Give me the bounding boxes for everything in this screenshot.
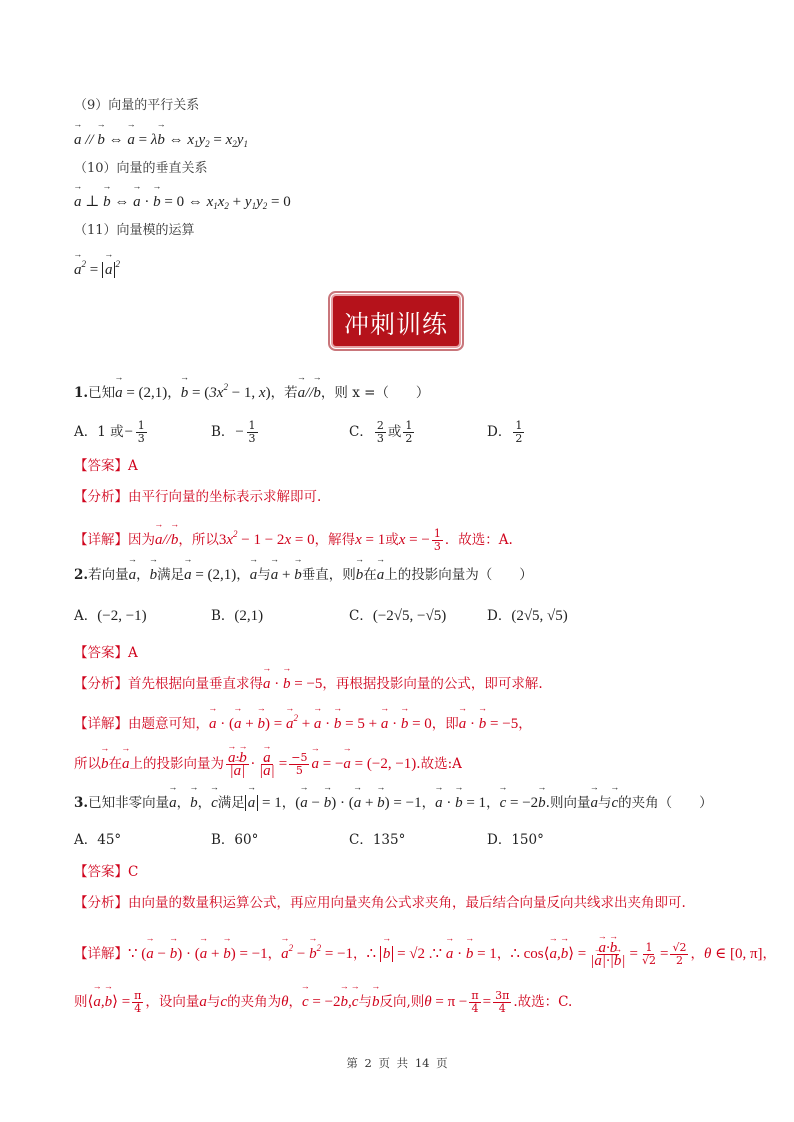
q2-answer: 【答案】A bbox=[74, 645, 138, 661]
q2-stem: 2.若向量→ a，→ b满足→ a = (2,1)，→ a与→ a + → b垂直，则→ b在→ a上的投影向量为（ ） bbox=[74, 565, 533, 585]
q1-detail-prefix: 【详解】因为 bbox=[74, 532, 155, 548]
q2-option-b: B．(2,1) bbox=[211, 608, 264, 624]
section-11-title: （11）向量模的运算 bbox=[74, 223, 195, 238]
q1-option-d-label: D． bbox=[487, 424, 512, 440]
q1-option-a: A．1 或− $\frac{1}{3}$ bbox=[74, 419, 145, 445]
q3-detail2-end: .故选：C. bbox=[513, 994, 573, 1010]
q1-number: 1. bbox=[74, 385, 89, 401]
q3-analysis: 【分析】由向量的数量积运算公式，再应用向量夹角公式求夹角，最后结合向量反向共线求出夹角即可. bbox=[74, 895, 686, 911]
magnitude-formula: → $a^2$ = → a $^2$ bbox=[74, 254, 120, 280]
perpendicular-formula: → a ⊥ → b ⇔ → a · → b = 0 ⇔ $x_1x_2 + y_1y_2 = 0$ bbox=[74, 192, 291, 216]
section-10-title: （10）向量的垂直关系 bbox=[74, 161, 208, 176]
q2-number: 2. bbox=[74, 567, 89, 583]
section-9-title: （9）向量的平行关系 bbox=[74, 98, 200, 113]
q3-number: 3. bbox=[74, 795, 89, 811]
q2-detail2-mid1: 在 bbox=[108, 756, 122, 772]
q3-detail-2: 则⟨→ a,→ b⟩ = $\frac{\pi}{4}$ ，设向量a与c的夹角为θ，→ c = −2→ b,→ c与→ b反向,则θ = π − $\frac{\pi}{4}$ = $\frac{3\pi}{4}$ .故选：C. bbox=[74, 990, 572, 1015]
q2-option-d-label: D． bbox=[487, 608, 512, 624]
q1-option-b-label: B． bbox=[211, 424, 235, 440]
q3-stem-3: 与 bbox=[597, 795, 612, 811]
q2-stem-4: 在 bbox=[363, 567, 377, 583]
q2-analysis: 【分析】首先根据向量垂直求得→ a · → b = −5，再根据投影向量的公式，即可求解. bbox=[74, 674, 543, 694]
q2-detail-mid: ，即 bbox=[431, 716, 459, 732]
q1-detail-mid: ，所以 bbox=[178, 532, 219, 548]
q3-stem: 3.已知非零向量→ a，→ b，→ c满足→ a = 1，(→ a − → b) · (→ a + → b) = −1，→ a · → b = 1，→ c = −2→ b.则向量→ a与→ c的夹角（ ） bbox=[74, 793, 713, 813]
q2-option-d: D．(2√5, √5) bbox=[487, 608, 568, 624]
q2-stem-prefix: 若向量 bbox=[88, 567, 129, 583]
q1-detail-end: ．故选：A. bbox=[444, 532, 513, 548]
q3-stem-1: 满足 bbox=[217, 795, 245, 811]
q3-option-a: A．45° bbox=[74, 832, 122, 848]
q2-detail2-mid2: 上的投影向量为 bbox=[129, 756, 224, 772]
q1-option-c: C． $\frac{2}{3}$ 或 $\frac{1}{2}$ bbox=[349, 419, 413, 445]
q1-option-c-or: 或 bbox=[387, 424, 402, 440]
q2-option-c: C．(−2√5, −√5) bbox=[349, 608, 447, 624]
q1-option-d: D． $\frac{1}{2}$ bbox=[487, 419, 523, 445]
q1-detail-solve: ，解得 bbox=[314, 532, 356, 548]
q2-option-a: A．(−2, −1) bbox=[74, 608, 147, 624]
q2-stem-5: 上的投影向量为（ ） bbox=[384, 567, 533, 583]
q3-option-c: C．135° bbox=[349, 832, 406, 848]
q2-option-b-label: B． bbox=[211, 608, 235, 624]
page-footer: 第 2 页 共 14 页 bbox=[346, 1056, 448, 1070]
q2-detail: 【详解】由题意可知，→ a · (→ a + → b) = → $a^2$ + → a · → b = 5 + → a · → b = 0，即→ a · → b = −5， bbox=[74, 708, 532, 734]
q1-stem-prefix: 已知 bbox=[88, 385, 116, 401]
q3-detail2-mid3: 的夹角为 bbox=[227, 994, 282, 1010]
q3-stem-4: 的夹角（ ） bbox=[618, 795, 713, 811]
q2-detail2-end: .故选:A bbox=[416, 756, 462, 772]
q3-option-b: B．60° bbox=[211, 832, 259, 848]
q2-detail-prefix: 【详解】由题意可知， bbox=[74, 716, 209, 732]
q3-answer: 【答案】C bbox=[74, 864, 139, 880]
q3-detail2-mid4: 反向,则 bbox=[379, 994, 425, 1010]
q2-detail-2: 所以→ b在→ a上的投影向量为 → $\frac{a\cdot\to b}{|\to a|}$ · → $\frac{a}{|\to a|}$ = $\frac{-5}{5}$ → a = −→ a = (−2, −1).故选:A bbox=[74, 752, 462, 777]
q3-stem-prefix: 已知非零向量 bbox=[88, 795, 170, 811]
q2-stem-1: 满足 bbox=[157, 567, 185, 583]
q2-stem-2: 与 bbox=[257, 567, 271, 583]
q1-option-a-label: A．1 或 bbox=[74, 424, 124, 440]
q3-stem-2: .则向量 bbox=[545, 795, 591, 811]
q1-option-b: B．− $\frac{1}{3}$ bbox=[211, 419, 256, 445]
q1-stem-end: ，则 x =（ ） bbox=[320, 385, 430, 401]
q2-analysis-end: ，再根据投影向量的公式，即可求解. bbox=[322, 676, 543, 692]
q3-detail-prefix: 【详解】 bbox=[74, 946, 128, 962]
q2-analysis-prefix: 【分析】首先根据向量垂直求得 bbox=[74, 676, 263, 692]
q2-stem-3: 垂直，则 bbox=[301, 567, 356, 583]
q3-detail2-prefix: 则 bbox=[74, 994, 88, 1010]
q1-detail: 【详解】因为→ a//→ b，所以$3x^2 - 1 - 2x = 0$，解得x = 1或x = − $\frac{1}{3}$ ．故选：A. bbox=[74, 524, 513, 553]
q1-answer: 【答案】A bbox=[74, 458, 138, 474]
q3-detail2-mid2: 与 bbox=[206, 994, 221, 1010]
q1-stem-mid: ，若 bbox=[270, 385, 298, 401]
q1-analysis: 【分析】由平行向量的坐标表示求解即可. bbox=[74, 489, 322, 505]
sprint-training-banner bbox=[333, 296, 459, 346]
q3-detail2-mid1: ，设向量 bbox=[145, 994, 200, 1010]
q1-option-c-label: C． bbox=[349, 424, 373, 440]
banner-text: 冲刺训练 bbox=[343, 310, 448, 339]
q2-option-c-label: C． bbox=[349, 608, 373, 624]
q3-detail: 【详解】∵ (→ a − → b) · (→ a + → b) = −1，→ $a^2$ − → $b^2 = -1$，∴ → b = √2 .∵ → a · → b = 1，∴ cos⟨→ a,→ b⟩ = → $\frac{a\cdot\to b}{|\to a|\cdot|\to b|}$ = $\frac{1}{√2}$ = $\frac{√2}{2}$ ，θ ∈ [0, π]， bbox=[74, 938, 776, 967]
q2-option-a-label: A． bbox=[74, 608, 98, 624]
q3-option-d: D．150° bbox=[487, 832, 544, 848]
q2-detail2-prefix: 所以 bbox=[74, 756, 101, 772]
q1-stem: 1.已知→ a = (2,1)，→ $b = (3x^2 - 1$, x)，若→ a//→ b，则 x =（ ） bbox=[74, 377, 429, 403]
parallel-formula: → a // → b ⇔ → a = λ→ b ⇔ $x_1y_2 = x_2y_1$ bbox=[74, 130, 248, 154]
